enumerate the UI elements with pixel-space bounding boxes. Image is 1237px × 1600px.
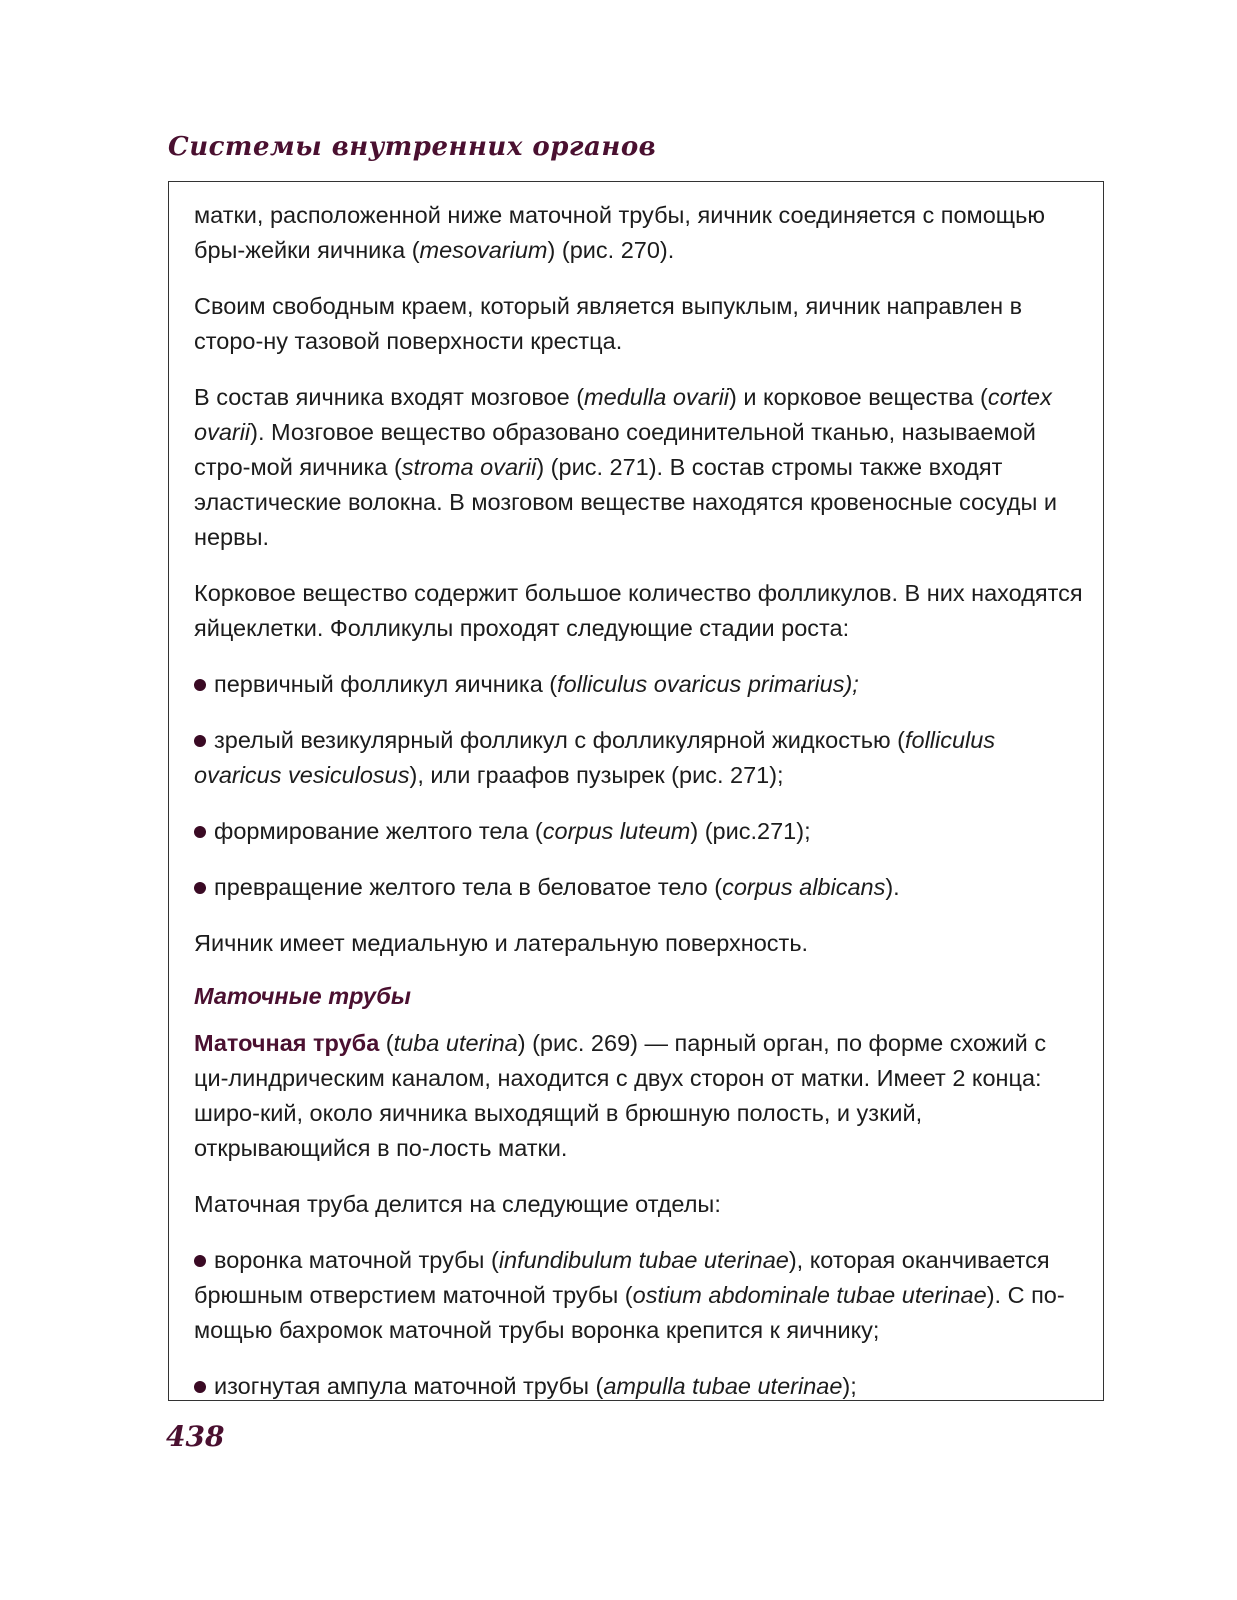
latin-term: stroma ovarii <box>401 454 537 480</box>
bullet-icon <box>194 735 206 747</box>
paragraph: В состав яичника входят мозговое (medulla ovarii) и корковое вещества (cortex ovarii). Мозговое вещество образовано соединительной тканью, называемой стро-мой яичника (stroma ovarii) (рис. 271). В состав стромы также входят эластические волокна. В мозговом веществе находятся кровеносные сосуды и нервы. <box>194 384 1058 550</box>
text-frame <box>168 181 1104 1401</box>
latin-term: folliculus ovaricus primarius); <box>557 671 859 697</box>
list-item: первичный фолликул яичника (folliculus ovaricus primarius); <box>194 667 1084 702</box>
latin-term: corpus luteum <box>542 818 691 844</box>
list-item: воронка маточной трубы (infundibulum tubae uterinae), которая оканчивается брюшным отверстием маточной трубы (ostium abdominale tubae uterinae). С по-мощью бахромок маточной трубы воронка крепится к яичнику; <box>194 1247 1065 1343</box>
paragraph: Яичник имеет медиальную и латеральную поверхность. <box>194 930 809 956</box>
latin-term: tuba uterina <box>393 1030 518 1056</box>
latin-term: ampulla tubae uterinae <box>603 1373 843 1399</box>
bullet-icon <box>194 679 206 691</box>
paragraph: Своим свободным краем, который является выпуклым, яичник направлен в сторо-ну тазовой поверхности крестца. <box>194 293 1023 354</box>
latin-term: cortex ovarii <box>194 384 1052 445</box>
page-number: 438 <box>166 1420 225 1453</box>
bullet-icon <box>194 882 206 894</box>
bold-term: Маточная труба <box>194 1030 380 1056</box>
bullet-icon <box>194 1381 206 1393</box>
latin-term: infundibulum tubae uterinae <box>498 1247 789 1273</box>
section-heading: Маточные трубы <box>194 983 411 1009</box>
list-item: превращение желтого тела в беловатое тело (corpus albicans). <box>194 870 1084 905</box>
paragraph: Маточная труба (tuba uterina) (рис. 269) — парный орган, по форме схожий с ци-линдрическим каналом, находится с двух сторон от матки. Имеет 2 конца: широ-кий, около яичника выходящий в брюшную полость, и узкий, открывающийся в по-лость матки. <box>194 1030 1047 1161</box>
body-text <box>194 198 1084 1425</box>
list-item: зрелый везикулярный фолликул с фолликулярной жидкостью (folliculus ovaricus vesiculosus), или граафов пузырек (рис. 271); <box>194 727 996 788</box>
list-item: изогнутая ампула маточной трубы (ampulla tubae uterinae); <box>194 1369 1084 1404</box>
bullet-icon <box>194 1255 206 1267</box>
list-item: формирование желтого тела (corpus luteum) (рис.271); <box>194 814 1084 849</box>
latin-term: folliculus ovaricus vesiculosus <box>194 727 996 788</box>
paragraph: Корковое вещество содержит большое количество фолликулов. В них находятся яйцеклетки. Фолликулы проходят следующие стадии роста: <box>194 580 1083 641</box>
latin-term: medulla ovarii <box>584 384 730 410</box>
bullet-icon <box>194 826 206 838</box>
paragraph: Маточная труба делится на следующие отделы: <box>194 1191 721 1217</box>
latin-term: mesovarium <box>419 237 548 263</box>
latin-term: corpus albicans <box>722 874 886 900</box>
latin-term: ostium abdominale tubae uterinae <box>632 1282 987 1308</box>
running-header: Системы внутренних органов <box>168 132 657 162</box>
paragraph: матки, расположенной ниже маточной трубы, яичник соединяется с помощью бры-жейки яичника (mesovarium) (рис. 270). <box>194 202 1045 263</box>
